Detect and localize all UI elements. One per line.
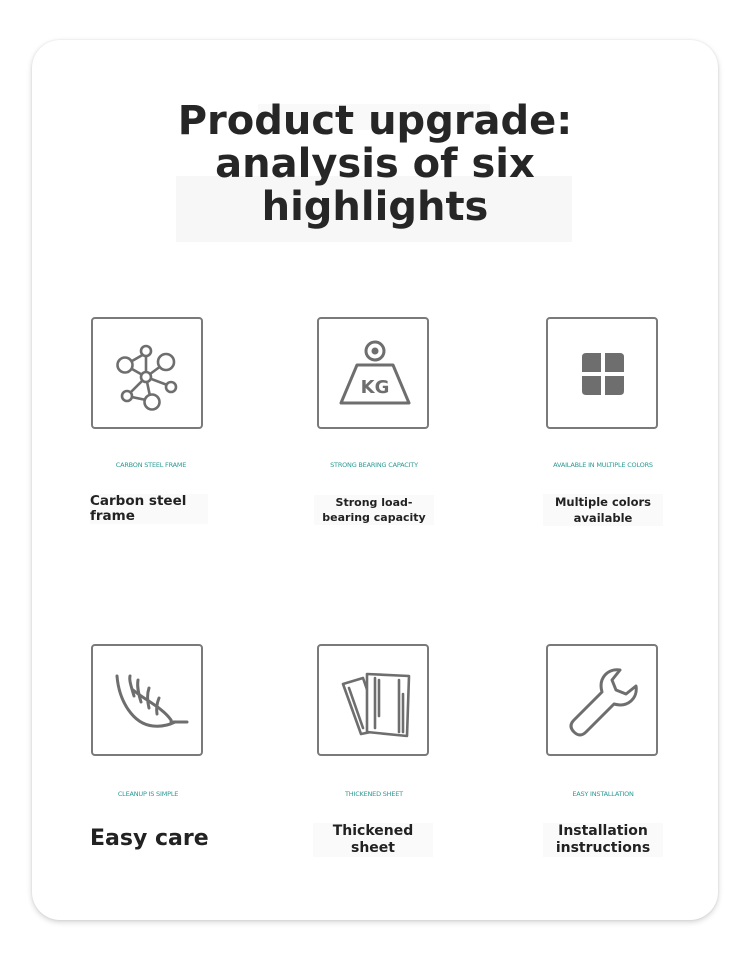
- title-line-2: analysis of six: [215, 141, 535, 187]
- feature-caption: EASY INSTALLATION: [572, 790, 634, 798]
- feature-icon-box-colors: [546, 317, 658, 429]
- feature-icon-box-thickened-sheet: [317, 644, 429, 756]
- color-grid-icon: [548, 319, 658, 429]
- wrench-icon: [548, 646, 658, 756]
- feature-caption: THICKENED SHEET: [345, 790, 403, 798]
- feature-caption: AVAILABLE IN MULTIPLE COLORS: [553, 461, 653, 469]
- title-line-3: highlights: [261, 184, 489, 230]
- leaf-icon: [93, 646, 203, 756]
- kg-weight-icon-text: KG: [360, 377, 390, 398]
- network-nodes-icon: [93, 319, 203, 429]
- feature-label: Strong load-bearing capacity: [314, 495, 434, 525]
- feature-label: Carbon steel frame: [90, 494, 208, 524]
- feature-label: Easy care: [90, 825, 220, 853]
- page-title: [0, 100, 750, 229]
- kg-weight-icon: [319, 319, 429, 429]
- feature-caption: CLEANUP IS SIMPLE: [117, 790, 179, 798]
- feature-icon-box-load-bearing: [317, 317, 429, 429]
- feature-caption: STRONG BEARING CAPACITY: [330, 461, 418, 469]
- sheets-icon: [319, 646, 429, 756]
- feature-icon-box-installation: [546, 644, 658, 756]
- feature-label: Multiple colors available: [543, 494, 663, 526]
- feature-label: Installation instructions: [543, 823, 663, 857]
- feature-caption: CARBON STEEL FRAME: [115, 461, 187, 469]
- feature-icon-box-easy-care: [91, 644, 203, 756]
- feature-label: Thickened sheet: [313, 823, 433, 857]
- title-line-1: Product upgrade:: [177, 98, 573, 144]
- feature-icon-box-carbon-steel: [91, 317, 203, 429]
